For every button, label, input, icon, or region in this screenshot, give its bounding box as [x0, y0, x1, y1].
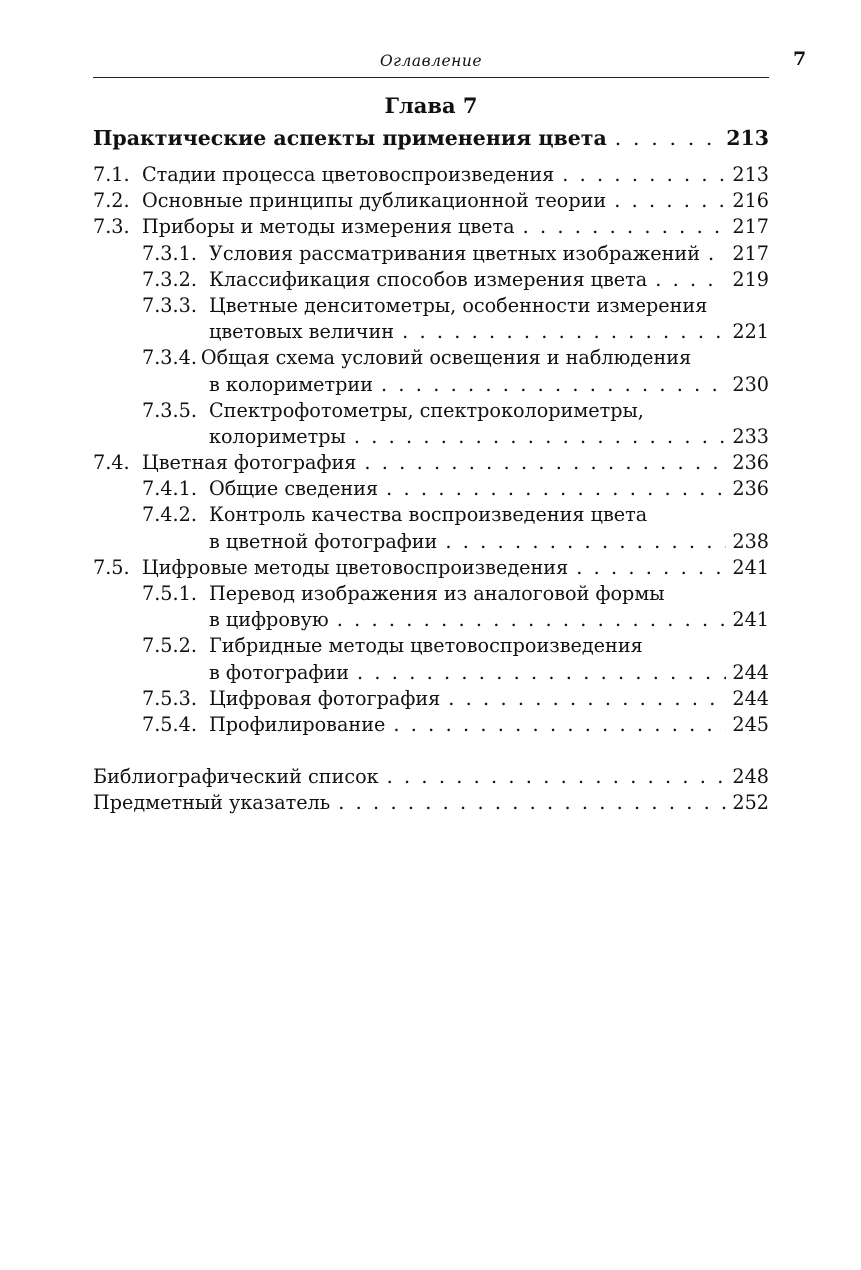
entry-number: 7.4.2.: [142, 503, 197, 527]
toc-entry-7-4-2[interactable]: [93, 502, 769, 528]
toc-entry-7-3[interactable]: [93, 214, 769, 240]
toc-entry-7-3-4-continued[interactable]: [93, 372, 769, 398]
dot-leader: [393, 712, 726, 738]
entry-page: 230: [732, 372, 769, 396]
entry-title: Условия рассматривания цветных изображений: [209, 241, 700, 265]
entry-page: 245: [732, 712, 769, 736]
dot-leader: [614, 188, 726, 214]
entry-number: 7.5.4.: [142, 712, 197, 736]
dot-leader: [523, 214, 727, 240]
entry-number: 7.3.3.: [142, 293, 197, 317]
entry-page: 219: [732, 267, 769, 291]
toc-entry-7-3-4[interactable]: [93, 345, 769, 371]
entry-page: 248: [732, 765, 769, 789]
toc-entry-bibliography[interactable]: [93, 764, 769, 790]
entry-title: Основные принципы дубликационной теории: [142, 189, 607, 213]
entry-page: 233: [732, 424, 769, 448]
dot-leader: [615, 124, 720, 152]
toc-entry-7-4-1[interactable]: [93, 476, 769, 502]
chapter-title: Практические аспекты применения цвета: [93, 126, 607, 150]
entry-title-continued: в цифровую: [209, 608, 329, 632]
toc-entry-7-5-2[interactable]: [93, 633, 769, 659]
entry-title-continued: цветовых величин: [209, 320, 395, 344]
entry-title: Классификация способов измерения цвета: [209, 267, 648, 291]
dot-leader: [381, 372, 726, 398]
entry-title: Предметный указатель: [93, 791, 331, 815]
toc-entry-7-4-2-continued[interactable]: [93, 529, 769, 555]
entry-number: 7.3.1.: [142, 241, 197, 265]
dot-leader: [402, 319, 726, 345]
toc-entry-index[interactable]: [93, 790, 769, 816]
entry-number: 7.1.: [93, 163, 130, 186]
dot-leader: [445, 529, 726, 555]
entry-number: 7.5.: [93, 555, 130, 579]
dot-leader: [338, 790, 726, 816]
entry-page: 217: [732, 215, 769, 239]
toc-entry-7-3-5-continued[interactable]: [93, 424, 769, 450]
entry-page: 236: [732, 477, 769, 501]
entry-title-continued: в фотографии: [209, 660, 350, 684]
dot-leader: [655, 267, 726, 293]
entry-title: Стадии процесса цветовоспроизведения: [142, 163, 555, 186]
entry-page: 244: [732, 660, 769, 684]
entry-number: 7.4.1.: [142, 477, 197, 501]
entry-number: 7.3.4.: [142, 346, 197, 370]
dot-leader: [562, 162, 726, 188]
dot-leader: [357, 660, 726, 686]
dot-leader: [576, 555, 726, 581]
table-of-contents: [93, 124, 769, 817]
entry-title: Общая схема условий освещения и наблюдения: [200, 346, 692, 370]
entry-title: Цифровые методы цветовоспроизведения: [142, 555, 569, 579]
toc-entry-7-2[interactable]: [93, 188, 769, 214]
running-title: Оглавление: [379, 52, 483, 70]
dot-leader: [387, 764, 727, 790]
entry-title: Спектрофотометры, спектроколориметры,: [209, 398, 644, 422]
toc-entry-7-3-3[interactable]: [93, 293, 769, 319]
entry-number: 7.5.3.: [142, 686, 197, 710]
dot-leader: [354, 424, 727, 450]
entry-title: Перевод изображения из аналоговой формы: [209, 582, 665, 605]
toc-entry-7-5-3[interactable]: [93, 686, 769, 712]
toc-entry-7-3-3-continued[interactable]: [93, 319, 769, 345]
entry-title: Цветная фотография: [142, 451, 357, 475]
entry-title: Библиографический список: [93, 765, 379, 789]
toc-entry-7-5[interactable]: [93, 555, 769, 581]
toc-entry-7-5-4[interactable]: [93, 712, 769, 738]
entry-title: Приборы и методы измерения цвета: [142, 215, 515, 239]
entry-title: Контроль качества воспроизведения цвета: [209, 503, 648, 527]
entry-number: 7.5.2.: [142, 634, 197, 658]
entry-number: 7.3.: [93, 215, 130, 239]
entry-page: 217: [732, 241, 769, 265]
toc-entry-7-4[interactable]: [93, 450, 769, 476]
dot-leader: [448, 686, 726, 712]
entry-page: 236: [732, 451, 769, 475]
entry-page: 244: [732, 686, 769, 710]
section-spacer: [93, 738, 769, 764]
dot-leader: [386, 476, 726, 502]
toc-entry-7-3-5[interactable]: [93, 398, 769, 424]
entry-title: Гибридные методы цветовоспроизведения: [209, 634, 643, 658]
chapter-page: 213: [726, 126, 769, 150]
toc-entry-7-1[interactable]: [93, 162, 769, 188]
entry-page: 241: [732, 555, 769, 579]
entry-title-continued: в цветной фотографии: [209, 529, 438, 553]
entry-page: 238: [732, 529, 769, 553]
entry-number: 7.2.: [93, 189, 130, 213]
entry-number: 7.3.2.: [142, 267, 197, 291]
entry-title: Цифровая фотография: [209, 686, 441, 710]
entry-title-continued: в колориметрии: [209, 372, 374, 396]
dot-leader: [364, 450, 726, 476]
entry-number: 7.4.: [93, 451, 130, 475]
toc-entry-7-5-1-continued[interactable]: [93, 607, 769, 633]
toc-entry-7-5-1[interactable]: [93, 581, 769, 607]
entry-title-continued: колориметры: [209, 424, 346, 448]
entry-page: 213: [732, 163, 769, 186]
toc-entry-7-3-2[interactable]: [93, 267, 769, 293]
entry-page: 221: [732, 320, 769, 344]
dot-leader: [337, 607, 727, 633]
toc-entry-7-3-1[interactable]: [93, 241, 769, 267]
entry-title: Общие сведения: [209, 477, 379, 501]
entry-number: 7.3.5.: [142, 398, 197, 422]
entry-title: Профилирование: [209, 712, 386, 736]
running-header: [93, 48, 769, 78]
entry-title: Цветные денситометры, особенности измерения: [209, 293, 708, 317]
page-number: 7: [793, 48, 807, 70]
toc-chapter-entry[interactable]: [93, 124, 769, 152]
chapter-label: Глава 7: [384, 93, 478, 118]
toc-entry-7-5-2-continued[interactable]: [93, 660, 769, 686]
entry-page: 216: [732, 189, 769, 213]
entry-page: 252: [732, 791, 769, 815]
entry-number: 7.5.1.: [142, 582, 197, 605]
dot-leader: [708, 241, 726, 267]
entry-page: 241: [732, 608, 769, 632]
